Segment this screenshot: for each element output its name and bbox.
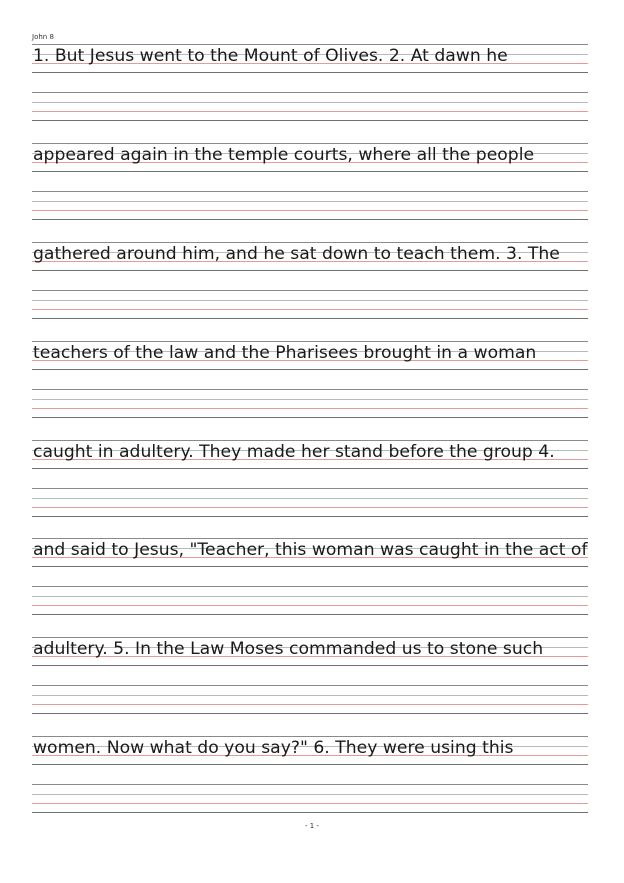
guide-rule <box>32 704 588 705</box>
guide-rule <box>32 736 588 737</box>
text-line-6: and said to Jesus, "Teacher, this woman was caught in the act of <box>33 540 588 560</box>
guide-rule <box>32 637 588 638</box>
guide-rule <box>32 201 588 202</box>
guide-rule <box>32 488 588 489</box>
guide-rule <box>32 596 588 597</box>
page-header: John 8 <box>32 33 54 41</box>
guide-rule <box>32 665 588 666</box>
guide-rule <box>32 440 588 441</box>
guide-rule <box>32 44 588 45</box>
guide-rule <box>32 143 588 144</box>
guide-rule <box>32 309 588 310</box>
guide-rule <box>32 102 588 103</box>
text-line-8: women. Now what do you say?" 6. They were using this <box>33 738 514 758</box>
guide-rule <box>32 605 588 606</box>
guide-rule <box>32 586 588 587</box>
guide-rule <box>32 417 588 418</box>
guide-rule <box>32 566 588 567</box>
guide-rule <box>32 389 588 390</box>
guide-rule <box>32 713 588 714</box>
text-line-2: appeared again in the temple courts, where all the people <box>33 145 535 165</box>
text-line-7: adultery. 5. In the Law Moses commanded us to stone such <box>33 639 544 659</box>
text-line-3: gathered around him, and he sat down to teach them. 3. The <box>33 244 560 264</box>
guide-rule <box>32 803 588 804</box>
text-line-5: caught in adultery. They made her stand before the group 4. <box>33 442 555 462</box>
guide-rule <box>32 92 588 93</box>
guide-rule <box>32 270 588 271</box>
guide-rule <box>32 468 588 469</box>
guide-rule <box>32 408 588 409</box>
guide-rule <box>32 341 588 342</box>
guide-rule <box>32 516 588 517</box>
guide-rule <box>32 72 588 73</box>
guide-rule <box>32 399 588 400</box>
guide-rule <box>32 812 588 813</box>
guide-rule <box>32 171 588 172</box>
guide-rule <box>32 507 588 508</box>
guide-rule <box>32 695 588 696</box>
guide-rule <box>32 614 588 615</box>
guide-rule <box>32 318 588 319</box>
guide-rule <box>32 219 588 220</box>
guide-rule <box>32 685 588 686</box>
guide-rule <box>32 120 588 121</box>
page-number: - 1 - <box>305 822 319 830</box>
guide-rule <box>32 794 588 795</box>
guide-rule <box>32 369 588 370</box>
guide-rule <box>32 210 588 211</box>
guide-rule <box>32 784 588 785</box>
guide-rule <box>32 764 588 765</box>
text-line-4: teachers of the law and the Pharisees brought in a woman <box>33 343 537 363</box>
guide-rule <box>32 111 588 112</box>
text-line-1: 1. But Jesus went to the Mount of Olives. 2. At dawn he <box>33 46 508 66</box>
guide-rule <box>32 191 588 192</box>
guide-rule <box>32 242 588 243</box>
guide-rule <box>32 290 588 291</box>
guide-rule <box>32 538 588 539</box>
guide-rule <box>32 498 588 499</box>
guide-rule <box>32 300 588 301</box>
